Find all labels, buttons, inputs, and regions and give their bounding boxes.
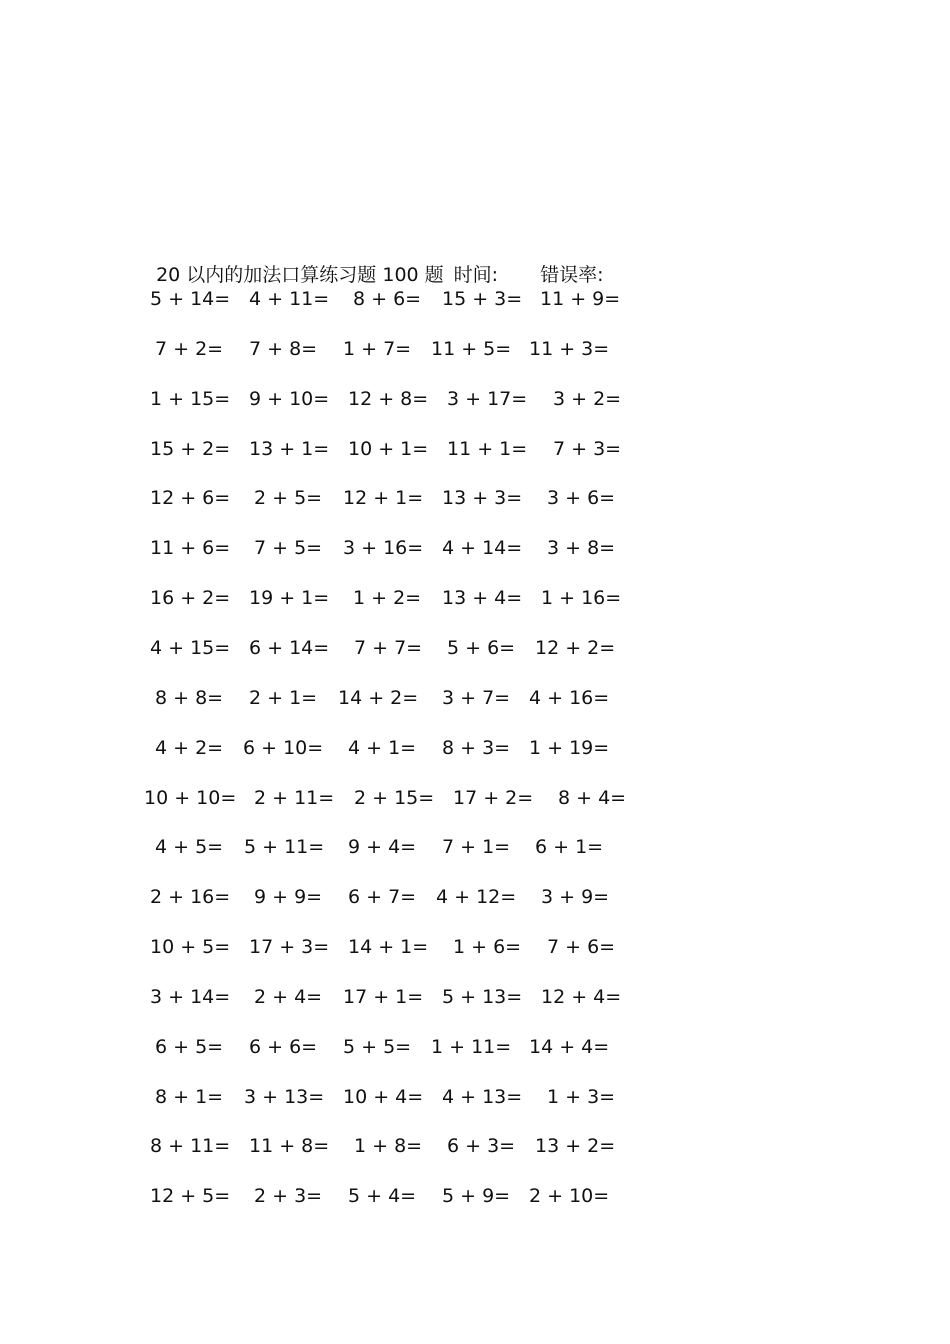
problem-cell: 3 + 16=	[343, 537, 424, 560]
problem-row	[0, 334, 950, 364]
problem-cell: 1 + 6=	[453, 936, 522, 959]
problem-row	[0, 483, 950, 513]
problem-cell: 7 + 6=	[547, 936, 616, 959]
problem-cell: 7 + 7=	[354, 636, 423, 659]
problem-cell: 6 + 6=	[249, 1035, 318, 1058]
problem-cell: 12 + 6=	[150, 487, 231, 510]
problem-cell: 9 + 4=	[348, 836, 417, 859]
problem-row	[0, 284, 950, 314]
problem-cell: 3 + 14=	[150, 985, 231, 1008]
problem-cell: 4 + 15=	[150, 636, 231, 659]
problem-cell: 8 + 3=	[442, 736, 511, 759]
problem-cell: 5 + 9=	[442, 1185, 511, 1208]
problem-cell: 5 + 13=	[442, 985, 523, 1008]
problem-cell: 1 + 11=	[431, 1035, 512, 1058]
problem-cell: 14 + 2=	[338, 686, 419, 709]
problem-cell: 13 + 3=	[442, 487, 523, 510]
problem-cell: 5 + 6=	[447, 636, 516, 659]
problem-cell: 12 + 1=	[343, 487, 424, 510]
problem-row	[0, 1082, 950, 1112]
problem-cell: 3 + 9=	[541, 886, 610, 909]
problem-cell: 8 + 11=	[150, 1135, 231, 1158]
problem-row	[0, 633, 950, 663]
problem-cell: 13 + 1=	[249, 437, 330, 460]
problem-row	[0, 783, 950, 813]
problem-cell: 11 + 3=	[529, 337, 610, 360]
problem-cell: 8 + 6=	[353, 288, 422, 310]
problem-cell: 15 + 2=	[150, 437, 231, 460]
problem-cell: 17 + 3=	[249, 936, 330, 959]
problem-cell: 1 + 19=	[529, 736, 610, 759]
problem-cell: 10 + 1=	[348, 437, 429, 460]
problem-cell: 3 + 6=	[547, 487, 616, 510]
problem-row	[0, 882, 950, 912]
problem-cell: 2 + 4=	[254, 985, 323, 1008]
problem-cell: 2 + 16=	[150, 886, 231, 909]
problem-cell: 3 + 17=	[447, 387, 528, 410]
problem-cell: 8 + 8=	[155, 686, 224, 709]
problem-row	[0, 583, 950, 613]
problem-cell: 9 + 9=	[254, 886, 323, 909]
problem-cell: 3 + 13=	[244, 1085, 325, 1108]
worksheet-title: 20 以内的加法口算练习题 100 题	[156, 264, 444, 286]
problem-cell: 6 + 5=	[155, 1035, 224, 1058]
problem-cell: 3 + 2=	[553, 387, 622, 410]
problem-cell: 7 + 2=	[155, 337, 224, 360]
problem-cell: 12 + 4=	[541, 985, 622, 1008]
problem-row	[0, 683, 950, 713]
problem-cell: 4 + 5=	[155, 836, 224, 859]
problem-cell: 13 + 2=	[535, 1135, 616, 1158]
problem-cell: 11 + 6=	[150, 537, 231, 560]
problem-cell: 8 + 1=	[155, 1085, 224, 1108]
problem-cell: 11 + 1=	[447, 437, 528, 460]
problem-cell: 5 + 14=	[150, 288, 231, 310]
problem-cell: 12 + 5=	[150, 1185, 231, 1208]
problem-cell: 1 + 8=	[354, 1135, 423, 1158]
problem-cell: 11 + 5=	[431, 337, 512, 360]
problem-cell: 17 + 1=	[343, 985, 424, 1008]
problem-cell: 4 + 11=	[249, 288, 330, 310]
problem-cell: 6 + 10=	[243, 736, 324, 759]
problem-cell: 1 + 16=	[541, 587, 622, 610]
problem-cell: 5 + 11=	[244, 836, 325, 859]
problem-cell: 3 + 8=	[547, 537, 616, 560]
problem-row	[0, 733, 950, 763]
problem-cell: 16 + 2=	[150, 587, 231, 610]
problem-cell: 1 + 3=	[547, 1085, 616, 1108]
problem-cell: 7 + 8=	[249, 337, 318, 360]
problem-row	[0, 1181, 950, 1211]
problem-cell: 2 + 1=	[249, 686, 318, 709]
problem-cell: 11 + 8=	[249, 1135, 330, 1158]
problem-row	[0, 384, 950, 414]
problem-cell: 4 + 2=	[155, 736, 224, 759]
problem-row	[0, 533, 950, 563]
problem-cell: 6 + 7=	[348, 886, 417, 909]
problem-row	[0, 1032, 950, 1062]
problem-cell: 1 + 7=	[343, 337, 412, 360]
problem-cell: 7 + 5=	[254, 537, 323, 560]
problem-cell: 4 + 1=	[348, 736, 417, 759]
problem-cell: 2 + 3=	[254, 1185, 323, 1208]
problem-cell: 17 + 2=	[453, 786, 534, 809]
problem-cell: 2 + 15=	[354, 786, 435, 809]
problem-cell: 19 + 1=	[249, 587, 330, 610]
problem-row	[0, 1131, 950, 1161]
problem-cell: 10 + 5=	[150, 936, 231, 959]
problem-cell: 7 + 1=	[442, 836, 511, 859]
problem-cell: 2 + 11=	[254, 786, 335, 809]
error-rate-label: 错误率:	[540, 264, 604, 286]
problem-row	[0, 932, 950, 962]
problem-cell: 10 + 10=	[144, 786, 237, 809]
problem-cell: 3 + 7=	[442, 686, 511, 709]
problem-cell: 4 + 14=	[442, 537, 523, 560]
problem-cell: 14 + 1=	[348, 936, 429, 959]
problem-cell: 15 + 3=	[442, 288, 523, 310]
problem-cell: 1 + 2=	[353, 587, 422, 610]
problem-cell: 10 + 4=	[343, 1085, 424, 1108]
problem-cell: 14 + 4=	[529, 1035, 610, 1058]
problem-cell: 7 + 3=	[553, 437, 622, 460]
problem-cell: 6 + 1=	[535, 836, 604, 859]
problem-cell: 12 + 2=	[535, 636, 616, 659]
problem-row	[0, 434, 950, 464]
problem-cell: 8 + 4=	[558, 786, 627, 809]
problem-cell: 13 + 4=	[442, 587, 523, 610]
problem-cell: 1 + 15=	[150, 387, 231, 410]
problem-cell: 4 + 13=	[442, 1085, 523, 1108]
problem-cell: 12 + 8=	[348, 387, 429, 410]
time-label: 时间:	[453, 264, 499, 286]
problem-cell: 4 + 12=	[436, 886, 517, 909]
problem-cell: 2 + 10=	[529, 1185, 610, 1208]
problem-cell: 11 + 9=	[540, 288, 621, 310]
problem-cell: 5 + 4=	[348, 1185, 417, 1208]
problem-cell: 4 + 16=	[529, 686, 610, 709]
problem-row	[0, 832, 950, 862]
problem-cell: 5 + 5=	[343, 1035, 412, 1058]
problem-cell: 6 + 14=	[249, 636, 330, 659]
problem-cell: 6 + 3=	[447, 1135, 516, 1158]
problem-cell: 2 + 5=	[254, 487, 323, 510]
problem-cell: 9 + 10=	[249, 387, 330, 410]
problem-row	[0, 982, 950, 1012]
